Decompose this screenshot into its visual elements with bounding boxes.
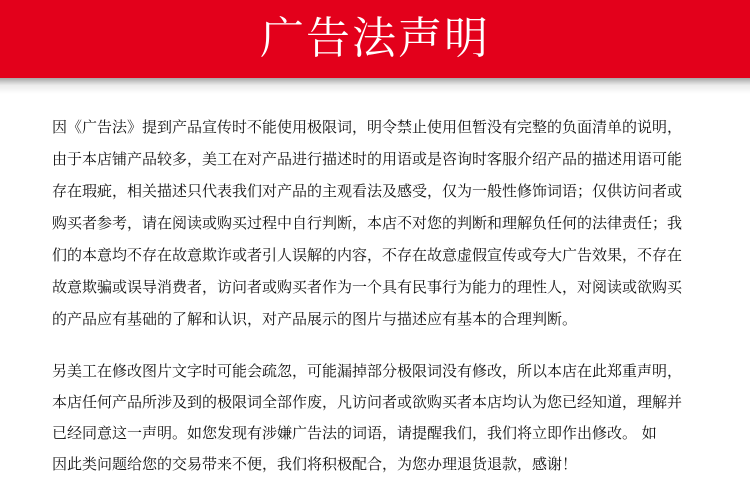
paragraph-1-line: 故意欺骗或误导消费者，访问者或购买者作为一个具有民事行为能力的理性人，对阅读或欲购买 xyxy=(52,278,683,296)
paragraph-1-line: 由于本店铺产品较多，美工在对产品进行描述时的用语或是咨询时客服介绍产品的描述用语可能 xyxy=(52,150,683,168)
statement-paragraph-2 xyxy=(52,356,712,480)
paragraph-1-line: 存在瑕疵，相关描述只代表我们对产品的主观看法及感受，仅为一般性修饰词语；仅供访问者或 xyxy=(52,182,683,200)
statement-paragraph-1 xyxy=(52,111,712,335)
paragraph-1-line: 购买者参考，请在阅读或购买过程中自行判断，本店不对您的判断和理解负任何的法律责任；我 xyxy=(52,214,683,232)
paragraph-1-line: 因《广告法》提到产品宣传时不能使用极限词，明令禁止使用但暂没有完整的负面清单的说明， xyxy=(52,118,683,136)
paragraph-2-line: 另美工在修改图片文字时可能会疏忽，可能漏掉部分极限词没有修改，所以本店在此郑重声明， xyxy=(52,362,683,380)
title-banner xyxy=(0,0,750,78)
paragraph-2-line: 因此类问题给您的交易带来不便，我们将积极配合，为您办理退货退款，感谢！ xyxy=(52,455,578,473)
paragraph-1-line: 们的本意均不存在故意欺诈或者引人误解的内容，不存在故意虚假宣传或夸大广告效果，不存在 xyxy=(52,246,683,264)
page-title: 广告法声明 xyxy=(260,13,490,64)
paragraph-2-line: 已经同意这一声明。如您发现有涉嫌广告法的词语，请提醒我们，我们将立即作出修改。 如 xyxy=(52,424,657,442)
banner-shadow xyxy=(0,78,750,94)
paragraph-2-line: 本店任何产品所涉及到的极限词全部作废，凡访问者或欲购买者本店均认为您已经知道，理解并 xyxy=(52,393,683,411)
paragraph-1-line: 的产品应有基础的了解和认识，对产品展示的图片与描述应有基本的合理判断。 xyxy=(52,310,578,328)
